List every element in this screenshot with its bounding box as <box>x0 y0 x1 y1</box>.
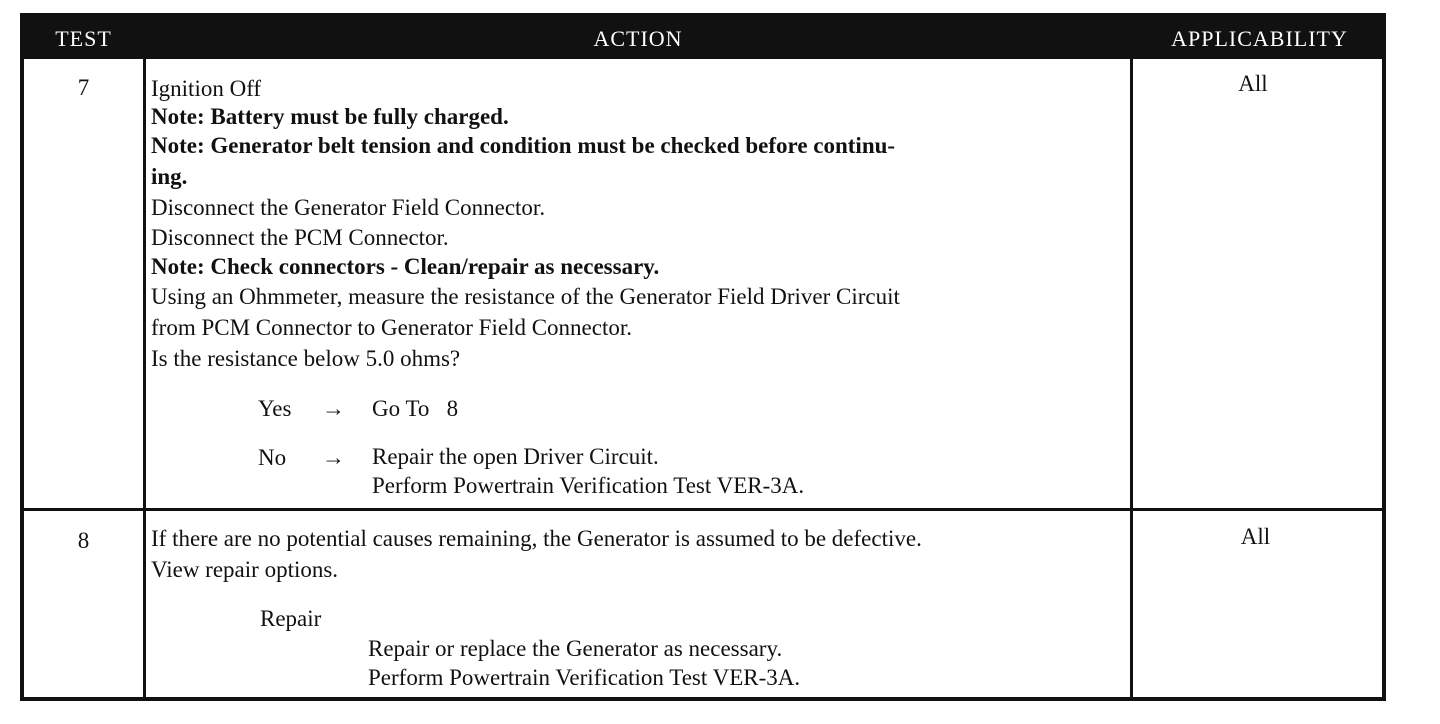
repair-line: Repair or replace the Generator as necessary. <box>368 636 783 661</box>
yes-result: Go To 8 <box>372 396 459 421</box>
header-applicability: APPLICABILITY <box>1171 26 1348 51</box>
header-test: TEST <box>55 26 112 51</box>
action-line: from PCM Connector to Generator Field Connector. <box>151 315 633 340</box>
yes-label: Yes <box>258 396 292 421</box>
action-line: View repair options. <box>151 557 339 582</box>
right-arrow-icon: → <box>322 396 345 421</box>
no-result-line: Repair the open Driver Circuit. <box>372 444 659 469</box>
note-line: Note: Battery must be fully charged. <box>151 104 509 129</box>
note-line: ing. <box>151 164 188 189</box>
no-label: No <box>258 445 287 470</box>
action-line: Using an Ohmmeter, measure the resistance of the Generator Field Driver Circuit <box>151 284 900 309</box>
repair-line: Perform Powertrain Verification Test VER-3A. <box>368 665 801 690</box>
action-line: Ignition Off <box>151 76 262 101</box>
question-line: Is the resistance below 5.0 ohms? <box>151 346 461 371</box>
action-line: Disconnect the PCM Connector. <box>151 225 449 250</box>
no-result-line: Perform Powertrain Verification Test VER-3A. <box>372 473 805 498</box>
header-action: ACTION <box>593 26 683 51</box>
repair-label: Repair <box>260 606 322 631</box>
note-line: Note: Check connectors - Clean/repair as necessary. <box>151 254 660 279</box>
action-line: Disconnect the Generator Field Connector. <box>151 195 546 220</box>
note-line: Note: Generator belt tension and condition must be checked before continu- <box>151 133 896 158</box>
row-applicability: All <box>1240 524 1271 549</box>
row-test-number: 7 <box>77 75 90 100</box>
row-test-number: 8 <box>77 528 90 553</box>
column-divider-test <box>143 59 146 701</box>
table-header <box>24 17 1382 59</box>
action-line: If there are no potential causes remaining, the Generator is assumed to be defective. <box>151 526 922 551</box>
right-arrow-icon: → <box>322 445 345 470</box>
column-divider-applicability <box>1130 59 1133 701</box>
row-applicability: All <box>1238 71 1268 96</box>
diagnostic-table <box>20 13 1386 701</box>
row-divider <box>24 508 1382 511</box>
